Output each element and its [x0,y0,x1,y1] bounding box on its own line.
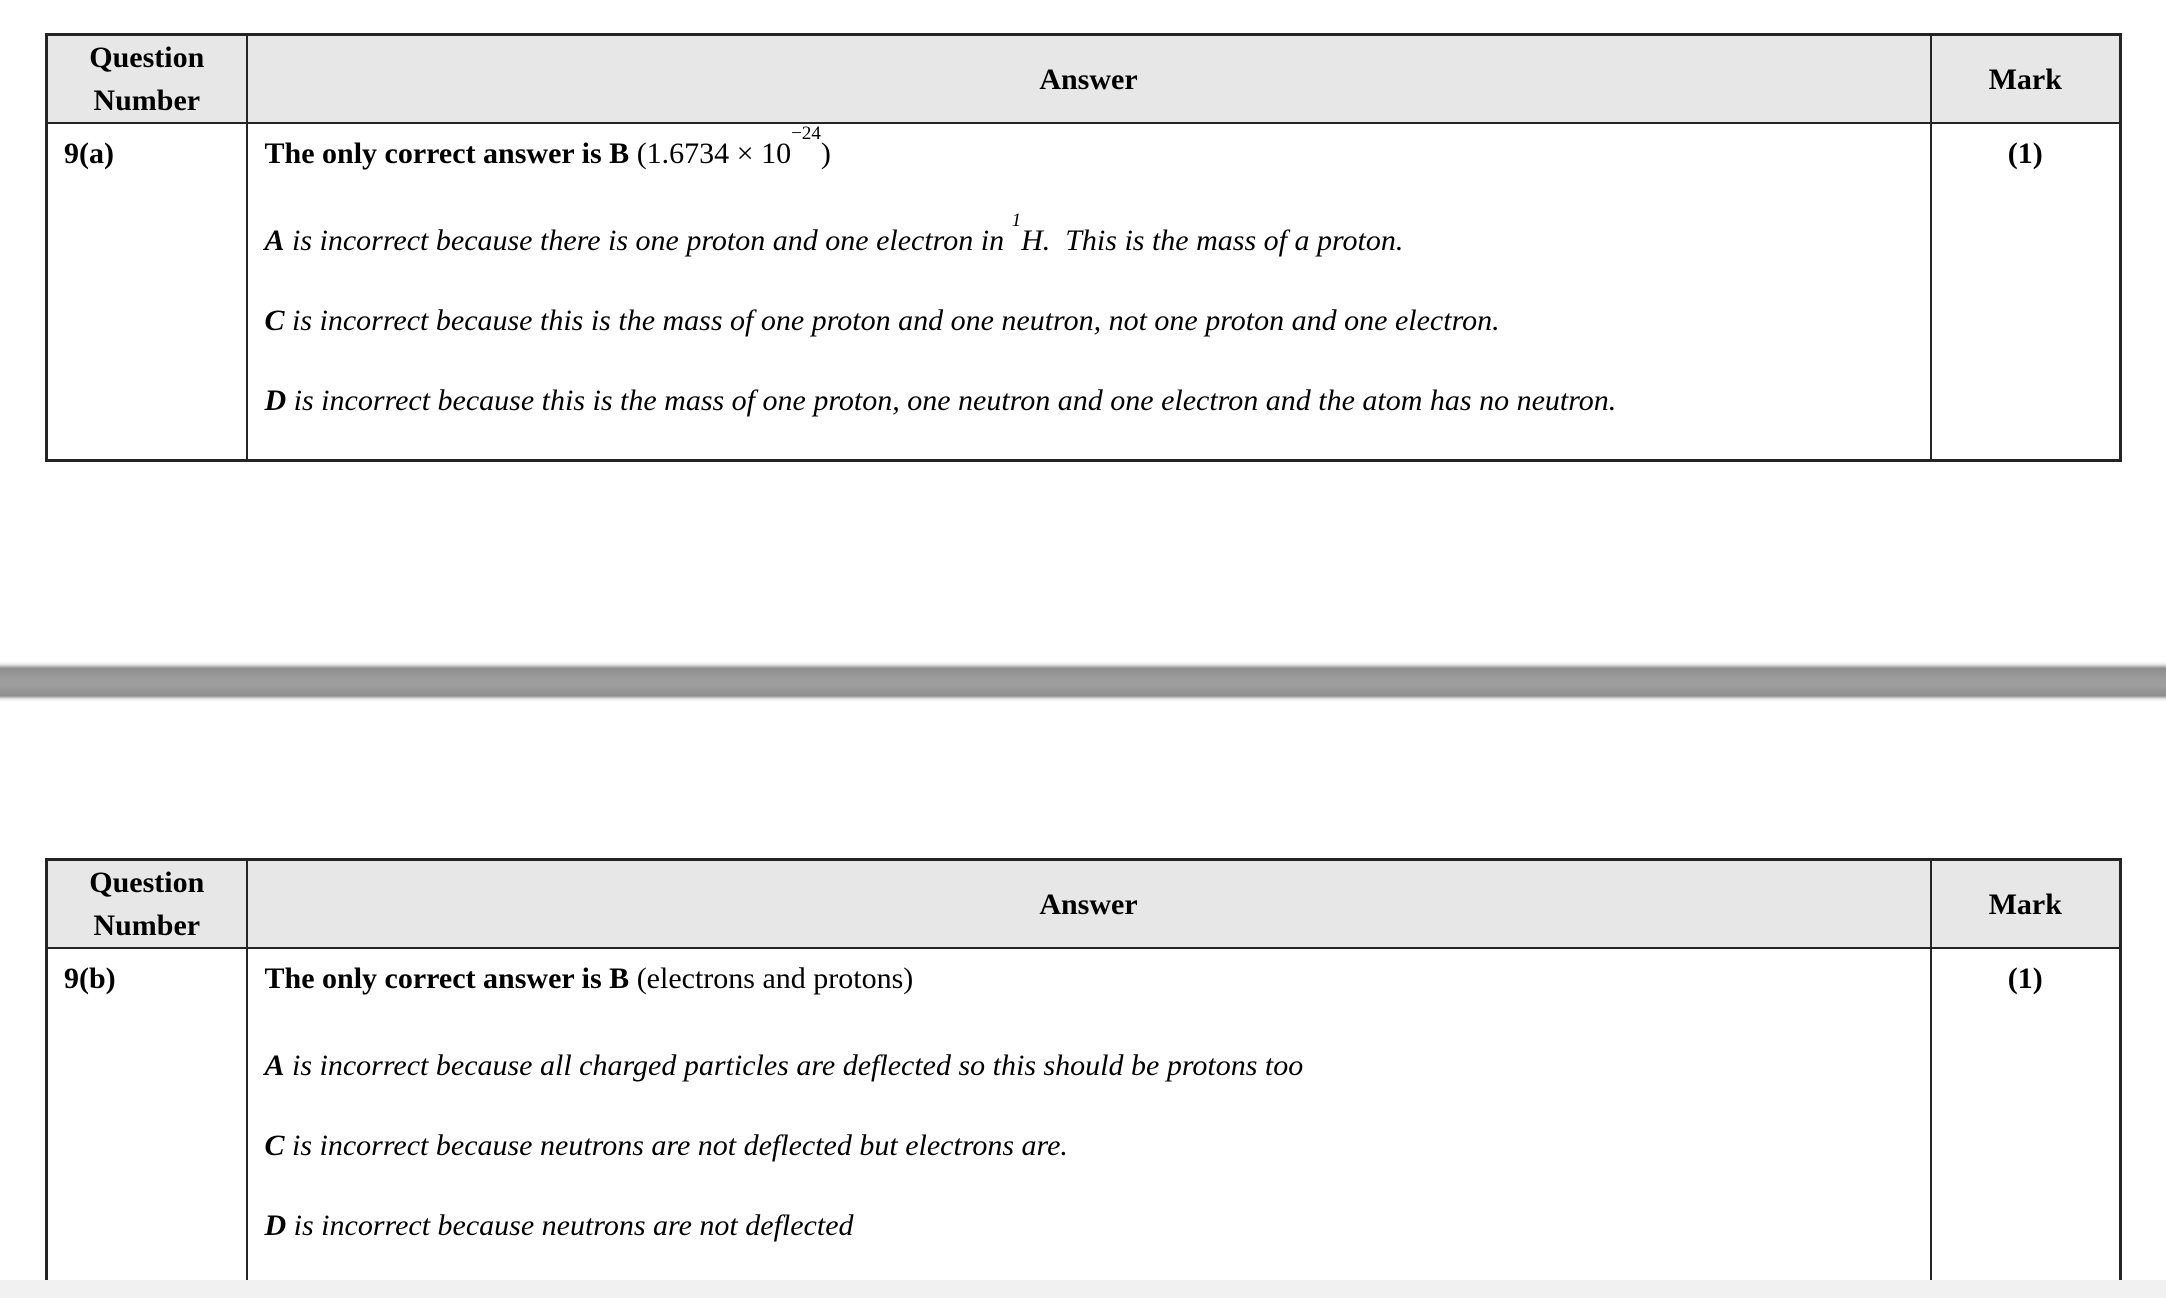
explanation-line-d [265,1204,1906,1247]
explanation-line-d [265,379,1906,422]
option-letter: C [264,304,285,337]
option-letter: A [264,224,285,257]
explanation-text: is incorrect because there is one proton and one electron in [284,224,1012,257]
explanation-text: is incorrect because this is the mass of one proton, one neutron and one electron and the atom has no neutron. [286,384,1617,417]
next-page-edge [0,1280,2166,1298]
explanation-line-c [265,299,1906,342]
explanation-line-c [265,1124,1906,1167]
answer-cell [247,948,1931,1286]
correct-answer-bold-text: The only correct answer is B [264,962,630,995]
mark-header: Mark [1931,35,2121,124]
explanation-text: is incorrect because all charged particles are deflected so this should be protons too [284,1049,1304,1082]
correct-answer-close: ) [820,137,831,170]
page-break-divider [0,661,2166,702]
explanation-text: H. This is the mass of a proton. [1021,224,1404,257]
table-row [47,123,2121,461]
correct-answer-line [265,957,1906,1000]
explanation-text: is incorrect because neutrons are not deflected [286,1209,854,1242]
correct-answer-line [264,123,1906,175]
mark-header: Mark [1931,860,2121,949]
mark-scheme-table-9a [45,33,2122,462]
header-row [47,35,2121,124]
correct-answer-value: (1.6734 × 10 [629,137,792,170]
mark-scheme-table-9b [45,858,2122,1287]
answer-cell [247,123,1931,461]
question-number-cell: 9(a) [47,123,247,461]
mark-cell: (1) [1931,948,2121,1286]
explanation-text: is incorrect because this is the mass of one proton and one neutron, not one proton and one electron. [284,304,1500,337]
option-letter: C [264,1129,285,1162]
table-row [47,948,2121,1286]
header-row [47,860,2121,949]
answer-header: Answer [247,35,1931,124]
explanation-line-a [265,1044,1906,1087]
question-number-cell: 9(b) [47,948,247,1286]
question-number-header: Question Number [47,35,247,124]
explanation-line-a [264,210,1906,262]
option-letter: A [264,1049,285,1082]
question-number-header: Question Number [47,860,247,949]
correct-answer-bold-text: The only correct answer is B [264,137,630,170]
explanation-text: is incorrect because neutrons are not deflected but electrons are. [284,1129,1068,1162]
correct-answer-value: (electrons and protons) [629,962,914,995]
answer-header: Answer [247,860,1931,949]
mass-number-superscript: 1 [1011,210,1022,231]
option-letter: D [264,384,287,417]
exponent-superscript: −24 [791,123,821,144]
mark-cell: (1) [1931,123,2121,461]
option-letter: D [264,1209,287,1242]
